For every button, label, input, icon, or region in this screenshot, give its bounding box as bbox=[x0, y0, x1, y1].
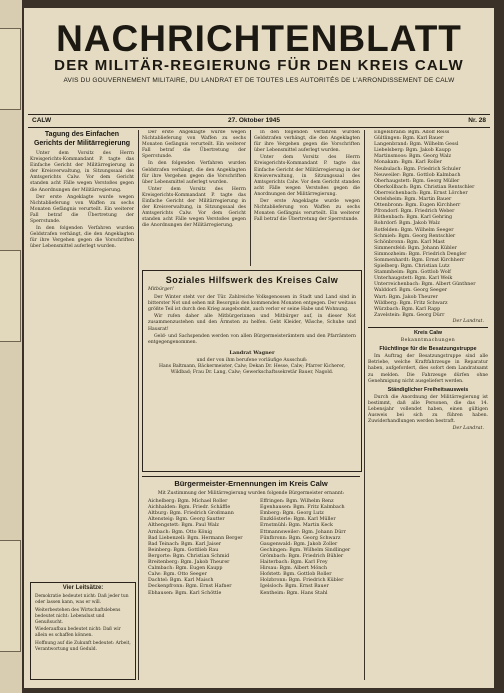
list-item: Igelsloch: Bgm. Ernst Bauer bbox=[260, 584, 329, 590]
sidebar-paragraph: Durch die Anordnung der Militärregierung ist bestimmt, daß alle Personen, die das 14. Lebensjahr vollendet haben, einen gültigen Ausweis bei sich zu führen haben. Zuwiderhandlungen werden bestraft. bbox=[368, 394, 488, 425]
previous-page-box bbox=[0, 28, 21, 110]
list-item: Beinberg: Bgm. Gottlieb Rau bbox=[148, 547, 219, 553]
list-item: Gültlingen: Bgm. Karl Bauer bbox=[374, 136, 444, 142]
list-item: Langenbrand: Bgm. Wilhelm Gessl bbox=[374, 142, 459, 148]
sidebar-signature: Der Landrat. bbox=[452, 318, 484, 324]
newspaper-page bbox=[24, 8, 494, 688]
list-item: Simmersfeld: Bgm. Johann Kübler bbox=[374, 245, 457, 251]
ernennungen-title: Bürgermeister-Ernennungen im Kreis Calw bbox=[142, 476, 360, 488]
article-gericht-cont bbox=[254, 130, 360, 266]
ernennungen-list-right bbox=[254, 499, 358, 597]
masthead-title: NACHRICHTENBLATT bbox=[56, 18, 462, 59]
list-item: Ottenbronn: Bgm. Eugen Kirchherr bbox=[374, 203, 461, 209]
list-item: Spielberg: Bgm. Christian Lutz bbox=[374, 264, 450, 270]
list-item: Rotfelden: Bgm. Wilhelm Seeger bbox=[374, 227, 454, 233]
list-item: Pfrondorf: Bgm. Friedrich Weber bbox=[374, 209, 455, 215]
column-rule bbox=[138, 130, 139, 680]
sidebar-heading: Flüchtlinge für die Besatzungstruppe bbox=[379, 346, 477, 353]
hilfswerk-paragraph: Der Winter steht vor der Tür. Zahlreiche Volksgenossen in Stadt und Land sind in bitterster Not und sehen mit Besorgnis den kommenden Monaten entgegen. Der weitaus größte Teil ist durch den Krieg ausgebombt, auch verlor er seine Habe und Wohnung. bbox=[148, 295, 356, 313]
list-item: Engelsbrand: Bgm. Adolf Reiss bbox=[374, 130, 450, 135]
hilfswerk-signature: Landrat Wagner bbox=[229, 349, 275, 356]
hilfswerk-committee bbox=[143, 358, 361, 376]
list-item: Stammheim: Bgm. Gottlob Wolf bbox=[374, 270, 451, 276]
sidebar-signature: Der Landrat. bbox=[452, 426, 484, 432]
list-item: Rohrdorf: Bgm. Jakob Walz bbox=[374, 221, 440, 227]
article-paragraph: Der erste Angeklagte wurde wegen Nichtablieferung von Waffen zu sechs Monaten Gefängnis verurteilt. Ein weiterer Fall betraf die Übertretung der Sperrstunde. bbox=[254, 199, 360, 223]
list-item: Enzklösterle: Bgm. Karl Müller bbox=[260, 517, 336, 523]
list-item: Liebelsberg: Bgm. Jakob Kaupp bbox=[374, 148, 451, 154]
hilfswerk-committee-line: und der von ihm berufene vorläufige Ausschuß: bbox=[196, 357, 308, 363]
list-item: Aichelberg: Bgm. Michael Roller bbox=[148, 499, 228, 505]
list-item: Walddorf: Bgm. Georg Seeger bbox=[374, 288, 447, 294]
list-item: Egenhausen: Bgm. Fritz Kalmbach bbox=[260, 505, 345, 511]
list-item: Oberreichenbach: Bgm. Ernst Lörcher bbox=[374, 190, 468, 196]
article-paragraph: Unter dem Vorsitz des Herrn Kreisgerichts-Kommandant P. tagte das Einfache Gericht der Militärregierung in der Kreisverwaltung, in Sitzungssaal des Amtsgerichts Calw. Vor dem Gericht standen acht Fälle wegen Verstoßes gegen die Anordnungen der Militärregierung. bbox=[142, 186, 246, 229]
article-paragraph: Unter dem Vorsitz des Herrn Kreisgerichts-Kommandant P. tagte das Einfache Gericht der Militärregierung in der Kreisverwaltung, in Sitzungssaal des Amtsgerichts Calw. Vor dem Gericht standen acht Fälle wegen Verstoßes gegen die Anordnungen der Militärregierung. bbox=[254, 155, 360, 197]
leitsatz-item: Hoffnung auf die Zukunft bedeutet: Arbeit, Verantwortung und Geduld. bbox=[35, 641, 131, 653]
list-item: Ernstmühl: Bgm. Martin Keck bbox=[260, 523, 333, 529]
list-item: Unterreichenbach: Bgm. Albert Günthner bbox=[374, 282, 476, 288]
list-item: Sommenhardt: Bgm. Ernst Kirchherr bbox=[374, 257, 465, 263]
list-item: Röthenbach: Bgm. Karl Gehring bbox=[374, 215, 453, 221]
masthead-notice: AVIS DU GOUVERNEMENT MILITAIRE, DU LANDRAT ET DE TOUTES LES AUTORITÉS DE L'ARRONDISSEMENT DE CALW bbox=[63, 77, 455, 84]
list-item: Calmbach: Bgm. Eugen Kaupp bbox=[148, 566, 223, 572]
list-item: Simmozheim: Bgm. Friedrich Dengler bbox=[374, 251, 467, 257]
list-item: Hirsau: Bgm. Albert Mönch bbox=[260, 566, 328, 572]
leitsatz-box bbox=[30, 582, 136, 680]
article-gericht bbox=[30, 130, 134, 576]
column-rule bbox=[250, 130, 251, 266]
list-item: Ebhausen: Bgm. Karl Schöttle bbox=[148, 590, 222, 596]
previous-page-box bbox=[0, 250, 21, 342]
list-item: Bad Teinach: Bgm. Karl Jaiser bbox=[148, 541, 221, 547]
hilfswerk-title: Soziales Hilfswerk des Kreises Calw bbox=[165, 275, 339, 285]
list-item: Würzbach: Bgm. Karl Rapp bbox=[374, 306, 441, 312]
list-item: Schmieh: Bgm. Georg Rentschler bbox=[374, 233, 456, 239]
list-item: Schönbronn: Bgm. Karl Mast bbox=[374, 239, 445, 245]
hilfswerk-committee-line: Hans Baltmann, Bäckermeister, Calw; Dekan Dr. Hesse, Calw; Pfarrer Kicherer, Wildbad; Frau Dr. Lang, Calw; Gewerkschaftssekretär Bauer, Nagold. bbox=[159, 363, 345, 376]
list-item: Neuweiler: Bgm. Gottlob Kalmbach bbox=[374, 172, 461, 178]
list-item: Martinsmoos: Bgm. Georg Walz bbox=[374, 154, 452, 160]
previous-page-edge bbox=[0, 0, 22, 693]
article-paragraph: Der erste Angeklagte wurde wegen Nichtablieferung von Waffen zu sechs Monaten Gefängnis verurteilt. Ein weiterer Fall betraf die Übertretung der Sperrstunde. bbox=[142, 130, 246, 160]
sidebar-section-title: Kreis Calw bbox=[368, 327, 488, 336]
leitsatz-title: Vier Leitsätze: bbox=[62, 585, 104, 591]
list-item: Monakam: Bgm. Karl Roller bbox=[374, 160, 442, 166]
list-item: Altensteig: Bgm. Georg Sautter bbox=[148, 517, 225, 523]
dateline-date: 27. Oktober 1945 bbox=[228, 117, 281, 124]
list-item: Wart: Bgm. Jakob Theurer bbox=[374, 294, 438, 300]
hilfswerk-paragraph: Wir rufen daher alle Mitbürgerinnen und Mitbürger auf, in dieser Not zusammenzustehen und den Ärmsten zu helfen. Gebt Kleider, Wäsche, Schuhe und Hausrat! bbox=[148, 314, 356, 332]
hilfswerk-greeting: Mitbürger! bbox=[148, 287, 174, 292]
list-item: Dachtel: Bgm. Karl Maisch bbox=[148, 578, 214, 584]
dateline bbox=[28, 114, 490, 128]
list-item: Aichhalden: Bgm. Friedr. Schäffle bbox=[148, 505, 231, 511]
article-paragraph: Der erste Angeklagte wurde wegen Nichtablieferung von Waffen zu sechs Monaten Gefängnis verurteilt. Ein weiterer Fall betraf die Übertretung der Sperrstunde. bbox=[30, 194, 134, 225]
sidebar-column bbox=[368, 130, 488, 682]
leitsatz-item: Weiterbestehen des Wirtschaftslebens bedeutet nicht: Lebenslust und Genußsucht. bbox=[35, 607, 121, 625]
ernennungen-list-left bbox=[142, 499, 246, 597]
list-item: Althengstett: Bgm. Paul Walz bbox=[148, 523, 219, 529]
ernennungen-subtitle: Mit Zustimmung der Militärregierung wurden folgende Bürgermeister ernannt: bbox=[157, 491, 345, 496]
leitsatz-item: Demokratie bedeutet nicht: Daß jeder tun oder lassen kann, was er will. bbox=[35, 593, 129, 605]
sidebar-names bbox=[368, 130, 488, 319]
hilfswerk-paragraph: Geld- und Sachspenden werden von allen Bürgermeisterämtern und den Pfarrämtern entgegengenommen. bbox=[148, 333, 356, 345]
masthead bbox=[28, 8, 490, 85]
list-item: Arnbach: Bgm. Otto König bbox=[148, 529, 213, 535]
masthead-subtitle: DER MILITÄR-REGIERUNG FÜR DEN KREIS CALW bbox=[54, 57, 464, 74]
article-gericht-title: Tagung des Einfachen Gerichts der Militärregierung bbox=[33, 131, 131, 147]
hilfswerk-text bbox=[143, 295, 361, 346]
dateline-place: CALW bbox=[32, 117, 52, 124]
list-item: Emberg: Bgm. Georg Lutz bbox=[260, 511, 324, 517]
list-item: Gaugenwald: Bgm. Jakob Zoller bbox=[260, 541, 338, 547]
list-item: Neubulach: Bgm. Friedrich Schuler bbox=[374, 166, 461, 172]
list-item: Fünfbronn: Bgm. Georg Schwarz bbox=[260, 535, 341, 541]
list-item: Ettmannsweiler: Bgm. Johann Dürr bbox=[260, 529, 346, 535]
article-paragraph: In den folgenden Verfahren wurden Geldstrafen verhängt, die den Angeklagten für ihre Vergehen gegen die Vorschriften über Lebensmittel auferlegt wurden. bbox=[142, 161, 246, 185]
ernennungen-lists bbox=[142, 499, 360, 679]
list-item: Breitenberg: Bgm. Jakob Theurer bbox=[148, 560, 230, 566]
list-item: Calw: Bgm. Otto Seeger bbox=[148, 572, 207, 578]
list-item: Grömbach: Bgm. Friedrich Bühler bbox=[260, 553, 344, 559]
list-item: Hofstett: Bgm. Gottlob Roller bbox=[260, 572, 332, 578]
list-item: Gechingen: Bgm. Wilhelm Sindlinger bbox=[260, 547, 351, 553]
article-paragraph: Unter dem Vorsitz des Herrn Kreisgerichts-Kommandant P. tagte das Einfache Gericht der Militärregierung in der Kreisverwaltung, in Sitzungssaal des Amtsgerichts Calw. Vor dem Gericht standen acht Fälle wegen Verstoßes gegen die Anordnungen der Militärregierung. bbox=[30, 151, 134, 193]
list-item: Unterhaugstett: Bgm. Karl Weik bbox=[374, 276, 453, 282]
leitsatz-item: Wiederaufbau bedeutet nicht: Daß wir allein es schaffen können. bbox=[35, 627, 121, 639]
sidebar-paragraph: Im Auftrag der Besatzungstruppe sind alle Betriebe, welche Kraftfahrzeuge in Reparatur haben, aufgefordert, dies sofort dem Landratsamt zu melden. Die Fahrzeuge dürfen ohne Genehmigung nicht ausgeliefert werden. bbox=[368, 354, 488, 384]
hilfswerk-box bbox=[142, 270, 362, 472]
article-ernennungen bbox=[142, 476, 360, 681]
article-paragraph: In den folgenden Verfahren wurden Geldstrafen verhängt, die den Angeklagten für ihre Vergehen gegen die Vorschriften über Lebensmittel auferlegt wurden. bbox=[254, 130, 360, 154]
list-item: Altburg: Bgm. Friedrich Großmann bbox=[148, 511, 234, 517]
list-item: Kentheim: Bgm. Hans Stahl bbox=[260, 590, 328, 596]
list-item: Effringen: Bgm. Wilhelm Renz bbox=[260, 499, 334, 505]
previous-page-box bbox=[0, 540, 21, 652]
list-item: Zavelstein: Bgm. Georg Dürr bbox=[374, 312, 445, 318]
dateline-number: Nr. 28 bbox=[468, 117, 486, 124]
list-item: Oberkollbach: Bgm. Christian Rentschler bbox=[374, 184, 475, 190]
sidebar-section-subtitle: Bekanntmachungen bbox=[400, 338, 456, 344]
sidebar-heading: Ständiglicher Freiheitsausweis bbox=[387, 386, 469, 393]
list-item: Ostelsheim: Bgm. Martin Bauer bbox=[374, 197, 452, 203]
list-item: Wildberg: Bgm. Fritz Schwarz bbox=[374, 300, 448, 306]
article-paragraph: In den folgenden Verfahren wurden Geldstrafen verhängt, die den Angeklagten für ihre Vergehen gegen die Vorschriften über Lebensmittel auferlegt wurden. bbox=[30, 226, 134, 250]
list-item: Bergorte: Bgm. Christian Schmid bbox=[148, 553, 230, 559]
list-item: Holzbronn: Bgm. Friedrich Kübler bbox=[260, 578, 344, 584]
column-rule bbox=[364, 130, 365, 680]
list-item: Deckenpfronn: Bgm. Ernst Hafner bbox=[148, 584, 232, 590]
list-item: Oberhaugstett: Bgm. Georg Müller bbox=[374, 178, 460, 184]
article-gericht-cont bbox=[142, 130, 246, 266]
list-item: Haiterbach: Bgm. Karl Frey bbox=[260, 560, 328, 566]
list-item: Bad Liebenzell: Bgm. Hermann Berger bbox=[148, 535, 243, 541]
